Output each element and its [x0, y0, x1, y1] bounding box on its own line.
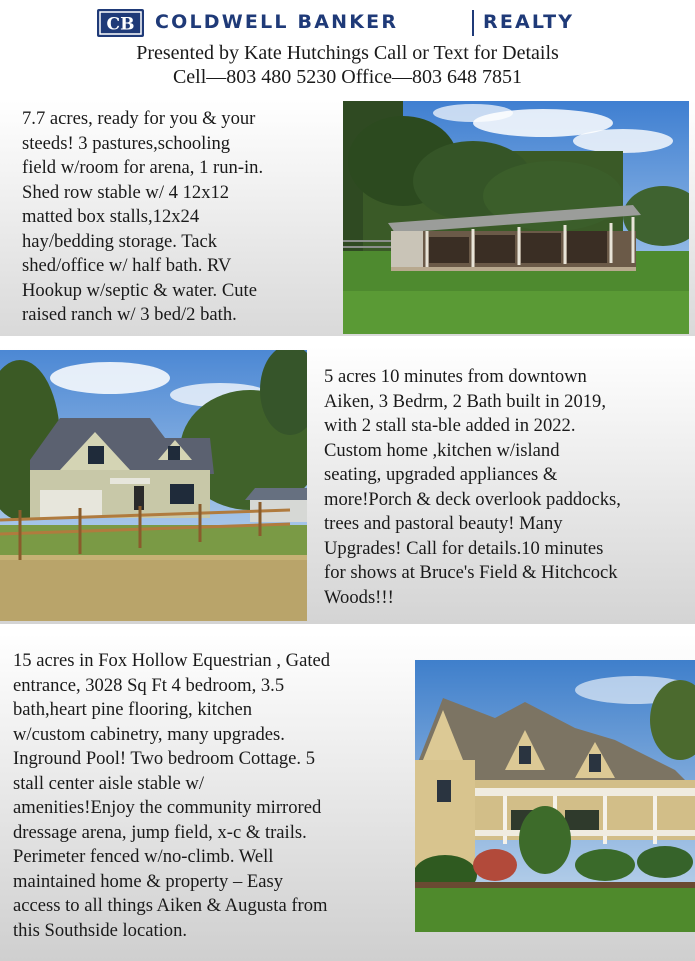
coldwell-banker-logo [97, 9, 613, 37]
listing-3 [0, 634, 695, 961]
svg-text:CB: CB [106, 14, 135, 35]
farmhouse-photo [0, 350, 307, 621]
contact-line: Cell—803 480 5230 Office—803 648 7851 [172, 66, 523, 88]
porch-house-photo [415, 660, 695, 932]
listing-1 [0, 100, 695, 336]
shed-row-stable-photo [343, 101, 689, 334]
listing-description: 7.7 acres, ready for you & your steeds! 3 pastures,schooling field w/room for arena, 1 run-in. Shed row stable w/ 4 12x12 matted box stalls,12x24 hay/bedding storage. Tack shed/office w/ half bath. RV Hookup w/septic & water. Cute raised ranch w/ 3 bed/2 bath. [22, 108, 264, 325]
cb-monogram-icon [97, 9, 144, 37]
logo-divider [472, 10, 474, 36]
brand-division: REALTY [483, 11, 575, 33]
listing-description: 15 acres in Fox Hollow Equestrian , Gated entrance, 3028 Sq Ft 4 bedroom, 3.5 bath,heart pine flooring, kitchen w/custom cabinetry, many upgrades. Inground Pool! Two bedroom Cottage. 5 stall center aisle stable w/ amenities!Enjoy the community mirrored dressage arena, jump field, x-c & trails. Perimeter fenced w/no-climb. Well maintained home & property – Easy access to all things Aiken & Augusta from this Southside location. [13, 650, 331, 941]
listing-description: 5 acres 10 minutes from downtown Aiken, 3 Bedrm, 2 Bath built in 2019, with 2 stall sta-ble added in 2022. Custom home ,kitchen w/island seating, upgraded appliances & more!Porch & deck overlook paddocks, trees and pastoral beauty! Many Upgrades! Call for details.10 minutes for shows at Bruce's Field & Hitchcock Woods!!! [324, 366, 621, 608]
header [0, 0, 695, 92]
brand-name: COLDWELL BANKER [155, 11, 399, 33]
presenter-line: Presented by Kate Hutchings Call or Text for Details [136, 42, 559, 64]
listing-2 [0, 346, 695, 624]
